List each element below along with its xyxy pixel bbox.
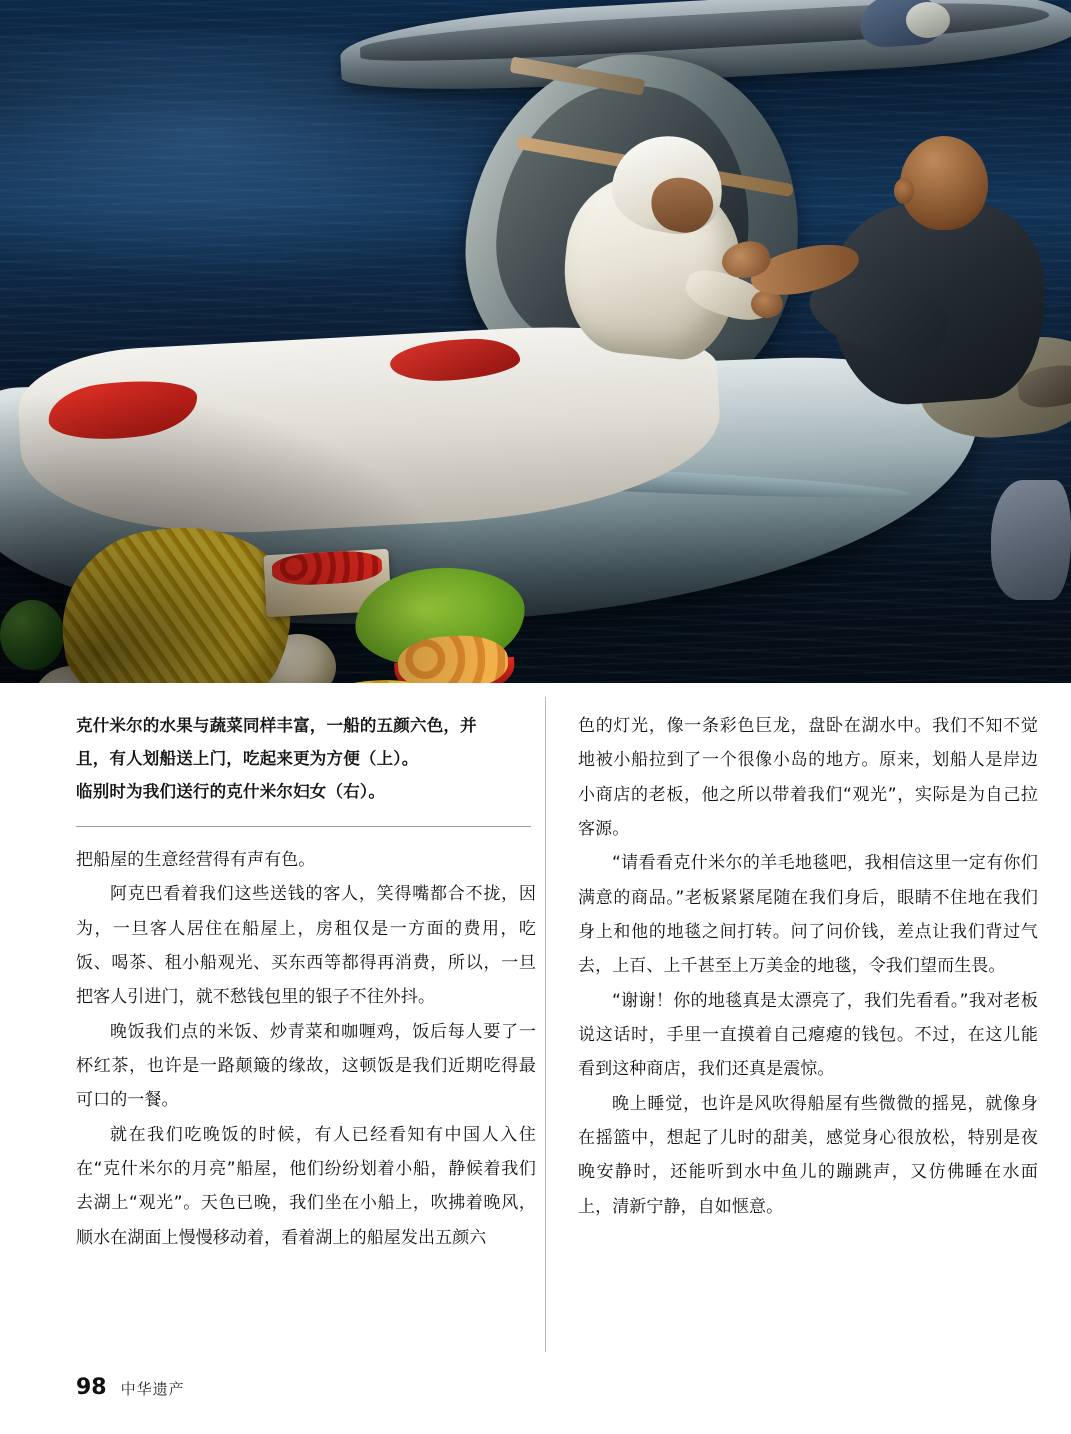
paragraph: 晚饭我们点的米饭、炒青菜和咖喱鸡，饭后每人要了一杯红茶，也许是一路颠簸的缘故，这顿饭是我们近期吃得最可口的一餐。 [76,1021,536,1111]
magazine-name: 中华遗产 [120,1380,185,1398]
caption-line: 临别时为我们送行的克什米尔妇女（右）。 [76,782,386,801]
paragraph: 色的灯光，像一条彩色巨龙，盘卧在湖水中。我们不知不觉地被小船拉到了一个很像小岛的地方。原来，划船人是岸边小商店的老板，他之所以带着我们“观光”，实际是为自己拉客源。 [578,716,1038,839]
left-column-text [76,843,536,1255]
caption-line: 克什米尔的水果与蔬菜同样丰富，一船的五颜六色，并 [76,716,477,735]
bald-vendor-head [900,136,988,230]
caption-divider [76,826,531,827]
bald-vendor-ear [894,178,914,204]
paragraph: 就在我们吃晚饭的时候，有人已经看知有中国人入住在“克什米尔的月亮”船屋，他们纷纷划着小船，静候着我们去湖上“观光”。天色已晚，我们坐在小船上，吹拂着晚风，顺水在湖面上慢慢移动着，看着湖上的船屋发出五颜六 [76,1124,536,1248]
paragraph: 把船屋的生意经营得有声有色。 [76,850,316,870]
right-column [578,709,1038,1224]
paragraph: 阿克巴看着我们这些送钱的客人，笑得嘴都合不拢，因为，一旦客人居住在船屋上，房租仅是一方面的费用，吃饭、喝茶、租小船观光、买东西等都得再消费，所以，一旦把客人引进门，就不愁钱包里的银子不往外抖。 [76,884,536,1008]
photo-shadow-corner [0,396,482,683]
page-body [0,683,1071,1434]
column-divider [545,697,546,1352]
partial-figure-right [991,480,1071,600]
paragraph: “请看看克什米尔的羊毛地毯吧，我相信这里一定有你们满意的商品。”老板紧紧尾随在我们身后，眼睛不住地在我们身上和他的地毯之间打转。问了问价钱，差点让我们背过气去，上百、上千甚至上万美金的地毯，令我们望而生畏。 [578,853,1038,977]
caption-line: 且，有人划船送上门，吃起来更为方便（上）。 [76,749,419,768]
paragraph: “谢谢！你的地毯真是太漂亮了，我们先看看。”我对老板说这话时，手里一直摸着自己瘪瘪的钱包。不过，在这儿能看到这种商店，我们还真是震惊。 [578,990,1038,1080]
background-boat-passenger-head [906,2,950,38]
page-number: 98 [76,1375,107,1400]
photo-caption [76,709,536,808]
article-photo [0,0,1071,683]
bald-vendor [770,130,1070,460]
left-column [76,709,536,1255]
right-column-text [578,709,1038,1224]
paragraph: 晚上睡觉，也许是风吹得船屋有些微微的摇晃，就像身在摇篮中，想起了儿时的甜美，感觉身心很放松，特别是夜晚安静时，还能听到水中鱼儿的蹦跳声，又仿佛睡在水面上，清新宁静，自如惬意。 [578,1093,1038,1217]
page-footer [76,1375,185,1400]
